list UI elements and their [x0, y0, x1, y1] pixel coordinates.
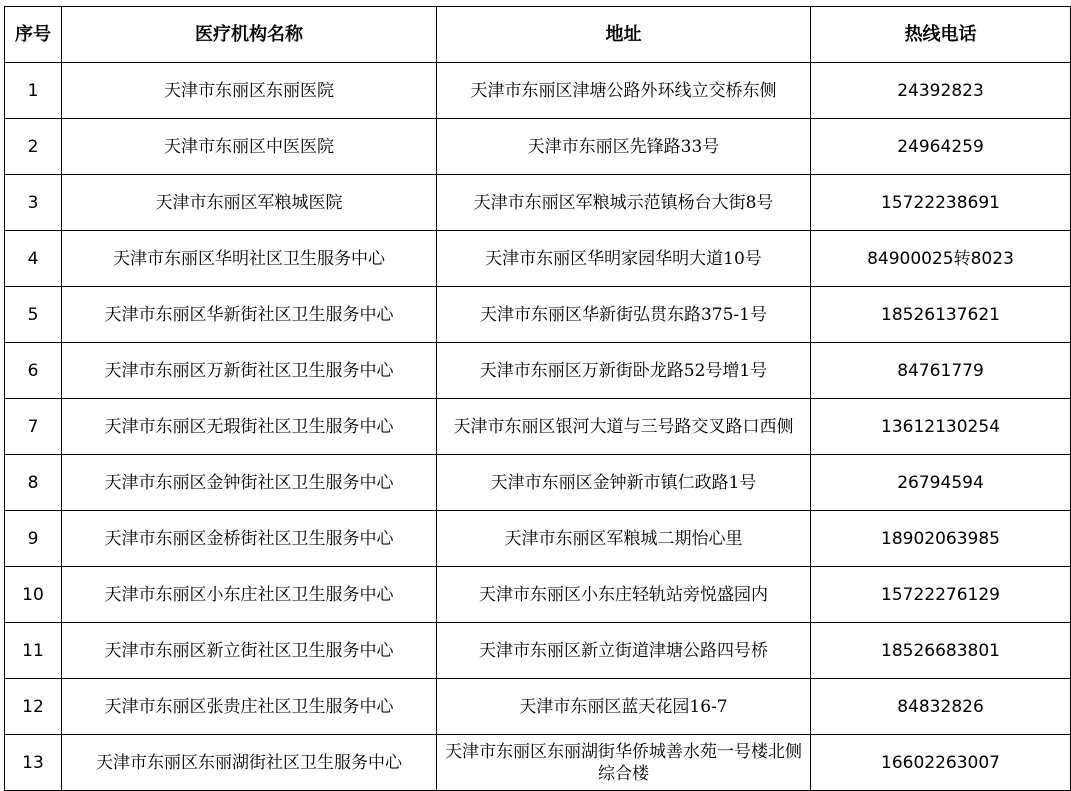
medical-institution-table: [4, 6, 1071, 791]
institution-name-cell: 天津市东丽区华明社区卫生服务中心: [62, 231, 437, 287]
serial-number-cell: 10: [5, 567, 62, 623]
serial-number-cell: 7: [5, 399, 62, 455]
institution-name-cell: 天津市东丽区新立街社区卫生服务中心: [62, 623, 437, 679]
serial-number-cell: 11: [5, 623, 62, 679]
hotline-cell: 15722276129: [811, 567, 1071, 623]
address-cell: 天津市东丽区新立街道津塘公路四号桥: [437, 623, 811, 679]
institution-name-cell: 天津市东丽区金钟街社区卫生服务中心: [62, 455, 437, 511]
table-row: [5, 287, 1071, 343]
address-cell: 天津市东丽区华新街弘贯东路375-1号: [437, 287, 811, 343]
institution-name-cell: 天津市东丽区无瑕街社区卫生服务中心: [62, 399, 437, 455]
address-cell: 天津市东丽区东丽湖街华侨城善水苑一号楼北侧综合楼: [437, 735, 811, 791]
institution-name-cell: 天津市东丽区金桥街社区卫生服务中心: [62, 511, 437, 567]
hotline-cell: 16602263007: [811, 735, 1071, 791]
address-cell: 天津市东丽区银河大道与三号路交叉路口西侧: [437, 399, 811, 455]
institution-name-cell: 天津市东丽区小东庄社区卫生服务中心: [62, 567, 437, 623]
header-institution-name: 医疗机构名称: [62, 7, 437, 63]
hotline-cell: 13612130254: [811, 399, 1071, 455]
hotline-cell: 26794594: [811, 455, 1071, 511]
serial-number-cell: 13: [5, 735, 62, 791]
table-row: [5, 175, 1071, 231]
hotline-cell: 18526137621: [811, 287, 1071, 343]
institution-name-cell: 天津市东丽区张贵庄社区卫生服务中心: [62, 679, 437, 735]
hotline-cell: 18526683801: [811, 623, 1071, 679]
serial-number-cell: 4: [5, 231, 62, 287]
hotline-cell: 84832826: [811, 679, 1071, 735]
institution-name-cell: 天津市东丽区华新街社区卫生服务中心: [62, 287, 437, 343]
serial-number-cell: 6: [5, 343, 62, 399]
table-header-row: [5, 7, 1071, 63]
table-row: [5, 63, 1071, 119]
institution-table-container: [4, 6, 1071, 791]
hotline-cell: 18902063985: [811, 511, 1071, 567]
hotline-cell: 24964259: [811, 119, 1071, 175]
table-row: [5, 679, 1071, 735]
address-cell: 天津市东丽区万新街卧龙路52号增1号: [437, 343, 811, 399]
institution-name-cell: 天津市东丽区万新街社区卫生服务中心: [62, 343, 437, 399]
institution-name-cell: 天津市东丽区东丽湖街社区卫生服务中心: [62, 735, 437, 791]
table-row: [5, 455, 1071, 511]
hotline-cell: 15722238691: [811, 175, 1071, 231]
institution-name-cell: 天津市东丽区中医医院: [62, 119, 437, 175]
table-body: [5, 63, 1071, 791]
table-row: [5, 623, 1071, 679]
address-cell: 天津市东丽区津塘公路外环线立交桥东侧: [437, 63, 811, 119]
hotline-cell: 24392823: [811, 63, 1071, 119]
table-row: [5, 735, 1071, 791]
table-row: [5, 567, 1071, 623]
table-row: [5, 119, 1071, 175]
serial-number-cell: 5: [5, 287, 62, 343]
serial-number-cell: 9: [5, 511, 62, 567]
hotline-cell: 84900025转8023: [811, 231, 1071, 287]
table-row: [5, 231, 1071, 287]
header-address: 地址: [437, 7, 811, 63]
address-cell: 天津市东丽区华明家园华明大道10号: [437, 231, 811, 287]
institution-name-cell: 天津市东丽区军粮城医院: [62, 175, 437, 231]
table-row: [5, 511, 1071, 567]
table-row: [5, 399, 1071, 455]
serial-number-cell: 3: [5, 175, 62, 231]
table-row: [5, 343, 1071, 399]
institution-name-cell: 天津市东丽区东丽医院: [62, 63, 437, 119]
address-cell: 天津市东丽区军粮城二期怡心里: [437, 511, 811, 567]
address-cell: 天津市东丽区小东庄轻轨站旁悦盛园内: [437, 567, 811, 623]
serial-number-cell: 12: [5, 679, 62, 735]
serial-number-cell: 2: [5, 119, 62, 175]
hotline-cell: 84761779: [811, 343, 1071, 399]
address-cell: 天津市东丽区金钟新市镇仁政路1号: [437, 455, 811, 511]
address-cell: 天津市东丽区蓝天花园16-7: [437, 679, 811, 735]
address-cell: 天津市东丽区先锋路33号: [437, 119, 811, 175]
header-hotline: 热线电话: [811, 7, 1071, 63]
header-serial-number: 序号: [5, 7, 62, 63]
address-cell: 天津市东丽区军粮城示范镇杨台大街8号: [437, 175, 811, 231]
serial-number-cell: 1: [5, 63, 62, 119]
serial-number-cell: 8: [5, 455, 62, 511]
